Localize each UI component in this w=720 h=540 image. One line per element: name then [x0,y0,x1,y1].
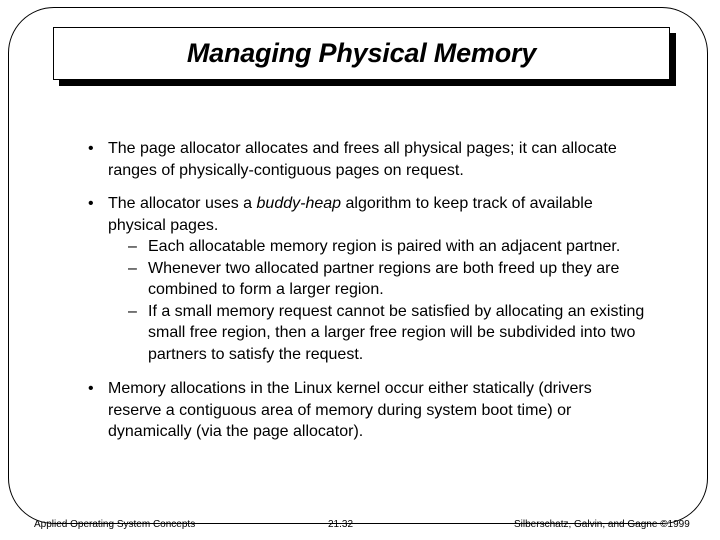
bullet-item [88,378,648,443]
sub-bullet-item [108,258,648,301]
bullet-dot-icon: • [88,195,94,212]
sub-bullet-text: Each allocatable memory region is paired with an adjacent partner. [148,238,621,255]
slide-title: Managing Physical Memory [186,38,537,68]
bullet-text-part: The allocator uses a [108,195,257,212]
footer-page-number: 21.32 [328,519,354,530]
sub-bullet-item [108,301,648,366]
bullet-text: Memory allocations in the Linux kernel occur either statically (drivers reserve a contiguous area of memory during system boot time) or dynamically (via the page allocator). [108,380,592,440]
dash-icon: – [128,238,137,255]
bullet-dot-icon: • [88,380,94,397]
bullet-text: The page allocator allocates and frees all physical pages; it can allocate ranges of physically-contiguous pages on request. [108,140,617,179]
footer-book-title: Applied Operating System Concepts [34,519,196,530]
sub-bullet-item [108,236,648,258]
bullet-item [88,193,648,365]
dash-icon: – [128,259,137,277]
footer-copyright: Silberschatz, Galvin, and Gagne ©1999 [514,519,690,530]
sub-bullet-text: If a small memory request cannot be satisfied by allocating an existing small free region, then a larger free region will be subdivided into two partners to satisfy the request. [148,302,645,363]
bullet-item [88,138,648,181]
bullet-text-part: algorithm to keep track of available physical pages. [108,195,593,234]
slide-body [88,138,648,443]
bullet-emphasis: buddy-heap [256,195,342,212]
bullet-dot-icon: • [88,140,94,157]
title-box [53,27,670,80]
dash-icon: – [128,302,137,320]
sub-bullet-text: Whenever two allocated partner regions are both freed up they are combined to form a larger region. [148,259,620,298]
